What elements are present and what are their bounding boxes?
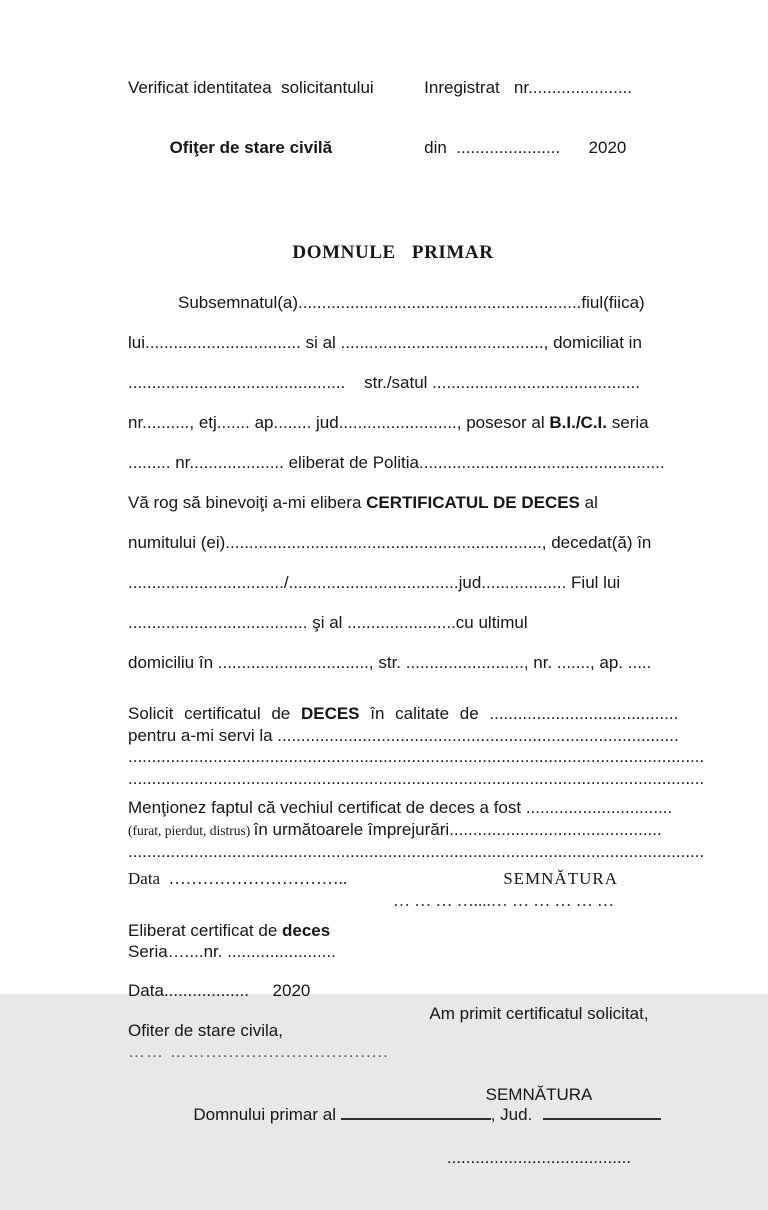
line-mentionez: Menţionez faptul că vechiul certificat de deces a fost ............................... [128, 798, 673, 817]
bi-ci-label: B.I./C.I. [549, 413, 608, 432]
line-loc-deces: ................................./....................................jud.................. Fiul lui [128, 573, 621, 592]
line-si-al: ...................................... şi al .......................cu ultimul [128, 613, 528, 632]
deces-lower-label: deces [282, 920, 331, 940]
line-dots-3: .......................................................................................................................... [128, 842, 705, 861]
semnatura-label: SEMNĂTURA [503, 868, 618, 888]
semnatura-dots: … … … …....… … … … … … [393, 890, 614, 910]
line-dots-1: .......................................................................................................................... [128, 747, 705, 766]
certificat-deces-label: CERTIFICATUL DE DECES [366, 493, 580, 512]
domnului-primar-label: Domnului primar al [193, 1104, 341, 1124]
line-imprejurari: (furat, pierdut, distrus) în următoarele împrejurări............................................. [128, 819, 662, 839]
solicit-paragraph [128, 703, 705, 789]
furat-pierdut-distrus-note: (furat, pierdut, distrus) [128, 822, 254, 838]
mentionez-paragraph [128, 797, 705, 863]
ofiter-stare-civila-label: Ofiţer de stare civilă [169, 138, 333, 157]
deces-label: DECES [300, 704, 360, 723]
inregistrat-nr-field: Inregistrat nr...................... [424, 78, 632, 97]
receipt-signature-dots: ....................................... [446, 1147, 632, 1167]
am-primit-label: Am primit certificatul solicitat, [429, 1003, 649, 1023]
verificat-identitatea-label: Verificat identitatea solicitantului [128, 78, 374, 97]
request-body [128, 283, 665, 683]
line-solicit: Solicit certificatul de DECES în calitate de ........................................ [128, 704, 679, 723]
line-seria-nr: Seria…....nr. ....................... [128, 941, 336, 961]
jud-label: , Jud. [490, 1104, 538, 1124]
line-pentru-servi: pentru a-mi servi la ..................................................................................... [128, 725, 679, 745]
ofiter-signature-dots: …… ……................................ [128, 1041, 389, 1061]
line-domiciliu: domiciliu în ................................, str. ........................., nr. ......., ap. ..... [128, 653, 652, 672]
receipt-right-column [414, 961, 664, 1210]
line-numitului: numitului (ei)..................................................................., decedat(ă) în [128, 533, 652, 552]
line-va-rog: Vă rog să binevoiţi a-mi elibera CERTIFICATUL DE DECES al [128, 493, 598, 512]
data-semnatura-row [128, 868, 658, 890]
din-date-field: din ...................... 2020 [424, 138, 627, 157]
line-adresa-act: nr.........., etj....... ap........ jud........................., posesor al B.I./C.I. seria [128, 413, 649, 432]
line-parinti: lui................................. si al ..........................................., domiciliat in [128, 333, 642, 352]
line-dots-2: .......................................................................................................................... [128, 768, 705, 788]
form-header [128, 38, 658, 198]
page-title: DOMNULE PRIMAR [292, 242, 494, 263]
header-registration-block [424, 38, 658, 198]
line-subsemnatul: Subsemnatul(a)............................................................fiul(fiica) [178, 293, 645, 312]
data-field: Data ………………………….. [128, 868, 348, 888]
header-verification-block [128, 38, 374, 198]
line-ofiter-bottom: Ofiter de stare civila, [128, 1020, 283, 1040]
line-data-2020: Data.................. 2020 [128, 980, 311, 1000]
semnatura-label-2: SEMNĂTURA [485, 1084, 593, 1104]
line-politia: ......... nr.................... eliberat de Politia.................................................... [128, 453, 665, 472]
line-str-satul: .............................................. str./satul ............................................ [128, 373, 641, 392]
line-eliberat: Eliberat certificat de deces [128, 920, 331, 940]
